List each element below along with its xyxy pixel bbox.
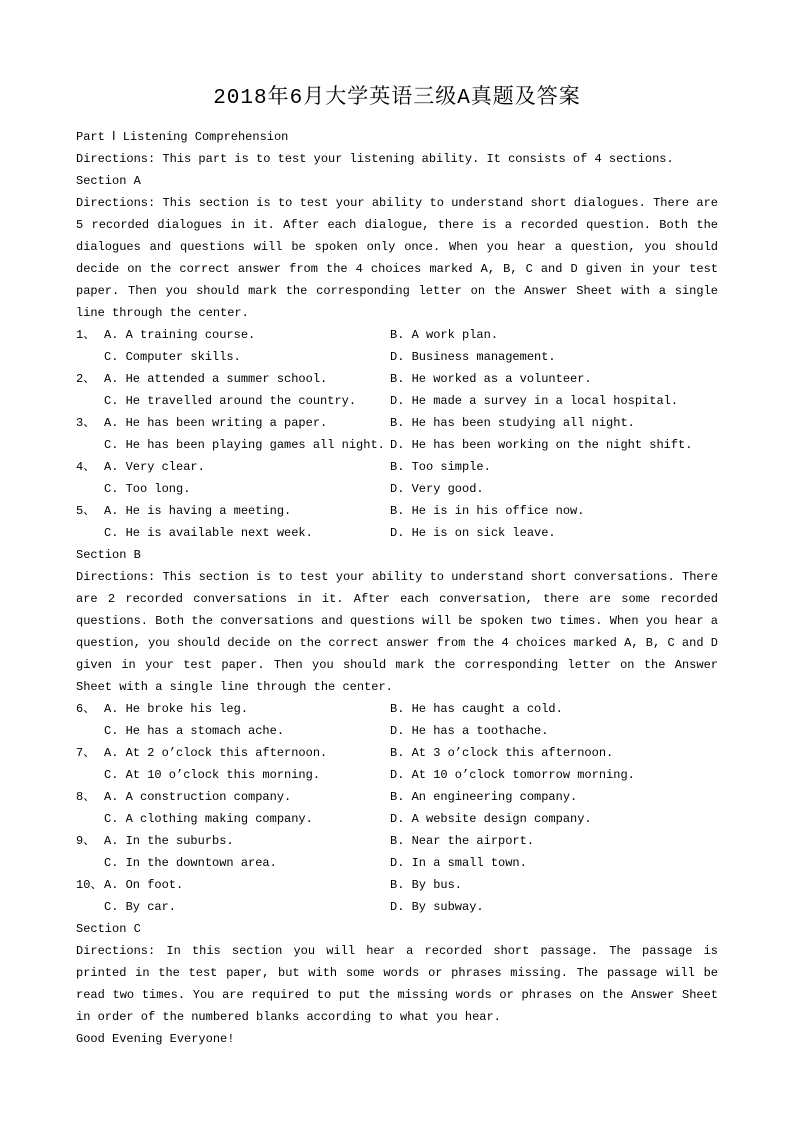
option-line-ab <box>76 786 718 808</box>
option-d: D. He made a survey in a local hospital. <box>390 394 679 408</box>
question-number-spacer <box>76 764 104 786</box>
option-line-cd <box>76 852 718 874</box>
option-d: D. He has a toothache. <box>390 724 549 738</box>
option-b: B. He worked as a volunteer. <box>390 372 592 386</box>
option-a: A. In the suburbs. <box>104 834 234 848</box>
option-line-ab <box>76 874 718 896</box>
question-item <box>76 500 718 544</box>
option-line-ab <box>76 456 718 478</box>
option-b: B. He is in his office now. <box>390 504 585 518</box>
option-d: D. At 10 o’clock tomorrow morning. <box>390 768 635 782</box>
question-number-spacer <box>76 896 104 918</box>
option-c: C. A clothing making company. <box>104 812 313 826</box>
question-number-spacer <box>76 346 104 368</box>
option-a: A. At 2 o’clock this afternoon. <box>104 746 328 760</box>
question-item <box>76 742 718 786</box>
option-a: A. A construction company. <box>104 790 292 804</box>
option-line-cd <box>76 478 718 500</box>
question-number: 4、 <box>76 460 96 474</box>
question-item <box>76 874 718 918</box>
option-d: D. Very good. <box>390 482 484 496</box>
question-item <box>76 368 718 412</box>
option-b: B. He has been studying all night. <box>390 416 635 430</box>
option-line-cd <box>76 390 718 412</box>
section-directions: Directions: This section is to test your ability to understand short conversations. There are 2 recorded conversations in it. After each conversation, there are some recorded questions. Both the conversations and questions will be spoken two times. When you hear a question, you should decide on the correct answer from the 4 choices marked A, B, C and D given in your test paper. Then you should mark the corresponding letter on the Answer Sheet with a single line through the center. <box>76 570 718 694</box>
part-heading: Part Ⅰ Listening Comprehension <box>76 130 289 144</box>
closing-line: Good Evening Everyone! <box>76 1032 235 1046</box>
option-line-ab <box>76 368 718 390</box>
option-line-ab <box>76 742 718 764</box>
option-c: C. He has been playing games all night. <box>104 438 385 452</box>
option-b: B. By bus. <box>390 878 463 892</box>
option-d: D. He is on sick leave. <box>390 526 556 540</box>
option-line-cd <box>76 434 718 456</box>
question-number-spacer <box>76 478 104 500</box>
option-c: C. Computer skills. <box>104 350 241 364</box>
option-d: D. A website design company. <box>390 812 592 826</box>
option-c: C. Too long. <box>104 482 191 496</box>
part-directions: Directions: This part is to test your listening ability. It consists of 4 sections. <box>76 152 674 166</box>
question-item <box>76 456 718 500</box>
option-a: A. On foot. <box>104 878 184 892</box>
option-line-ab <box>76 500 718 522</box>
question-number-spacer <box>76 434 104 456</box>
option-d: D. He has been working on the night shift. <box>390 438 693 452</box>
option-line-cd <box>76 522 718 544</box>
question-number-spacer <box>76 852 104 874</box>
option-a: A. Very clear. <box>104 460 205 474</box>
option-d: D. In a small town. <box>390 856 527 870</box>
option-line-cd <box>76 346 718 368</box>
section-heading: Section A <box>76 174 141 188</box>
question-number: 6、 <box>76 702 96 716</box>
question-number: 8、 <box>76 790 96 804</box>
question-list <box>76 324 718 544</box>
option-c: C. He is available next week. <box>104 526 313 540</box>
question-number: 10、 <box>76 878 103 892</box>
option-c: C. He travelled around the country. <box>104 394 357 408</box>
question-number-spacer <box>76 720 104 742</box>
question-number: 3、 <box>76 416 96 430</box>
sections-container <box>76 170 718 1028</box>
question-item <box>76 698 718 742</box>
option-b: B. An engineering company. <box>390 790 578 804</box>
option-a: A. He broke his leg. <box>104 702 249 716</box>
option-line-ab <box>76 830 718 852</box>
option-a: A. He has been writing a paper. <box>104 416 328 430</box>
option-line-cd <box>76 808 718 830</box>
exam-section <box>76 170 718 544</box>
option-b: B. At 3 o’clock this afternoon. <box>390 746 614 760</box>
question-number: 5、 <box>76 504 96 518</box>
option-line-cd <box>76 764 718 786</box>
question-number-spacer <box>76 390 104 412</box>
question-number: 2、 <box>76 372 96 386</box>
question-item <box>76 830 718 874</box>
question-item <box>76 786 718 830</box>
option-a: A. A training course. <box>104 328 256 342</box>
option-c: C. In the downtown area. <box>104 856 277 870</box>
section-heading: Section B <box>76 548 141 562</box>
document-title: 2018年6月大学英语三级A真题及答案 <box>213 87 581 110</box>
exam-section <box>76 544 718 918</box>
question-number: 9、 <box>76 834 96 848</box>
option-b: B. He has caught a cold. <box>390 702 563 716</box>
option-line-ab <box>76 698 718 720</box>
question-item <box>76 412 718 456</box>
option-b: B. Near the airport. <box>390 834 535 848</box>
option-b: B. A work plan. <box>390 328 499 342</box>
option-a: A. He is having a meeting. <box>104 504 292 518</box>
option-line-cd <box>76 896 718 918</box>
option-b: B. Too simple. <box>390 460 491 474</box>
option-line-ab <box>76 412 718 434</box>
exam-section <box>76 918 718 1028</box>
option-c: C. At 10 o’clock this morning. <box>104 768 321 782</box>
option-d: D. By subway. <box>390 900 484 914</box>
question-list <box>76 698 718 918</box>
option-line-cd <box>76 720 718 742</box>
question-number: 7、 <box>76 746 96 760</box>
option-d: D. Business management. <box>390 350 556 364</box>
question-number-spacer <box>76 522 104 544</box>
option-c: C. By car. <box>104 900 177 914</box>
section-directions: Directions: In this section you will hear a recorded short passage. The passage is printed in the test paper, but with some words or phrases missing. The passage will be read two times. You are required to put the missing words or phrases on the Answer Sheet in order of the numbered blanks according to what you hear. <box>76 944 718 1024</box>
question-number: 1、 <box>76 328 96 342</box>
question-number-spacer <box>76 808 104 830</box>
option-line-ab <box>76 324 718 346</box>
section-directions: Directions: This section is to test your ability to understand short dialogues. There are 5 recorded dialogues in it. After each dialogue, there is a recorded question. Both the dialogues and questions will be spoken only once. When you hear a question, you should decide on the correct answer from the 4 choices marked A, B, C and D given in your test paper. Then you should mark the corresponding letter on the Answer Sheet with a single line through the center. <box>76 196 718 320</box>
option-c: C. He has a stomach ache. <box>104 724 285 738</box>
option-a: A. He attended a summer school. <box>104 372 328 386</box>
section-heading: Section C <box>76 922 141 936</box>
question-item <box>76 324 718 368</box>
